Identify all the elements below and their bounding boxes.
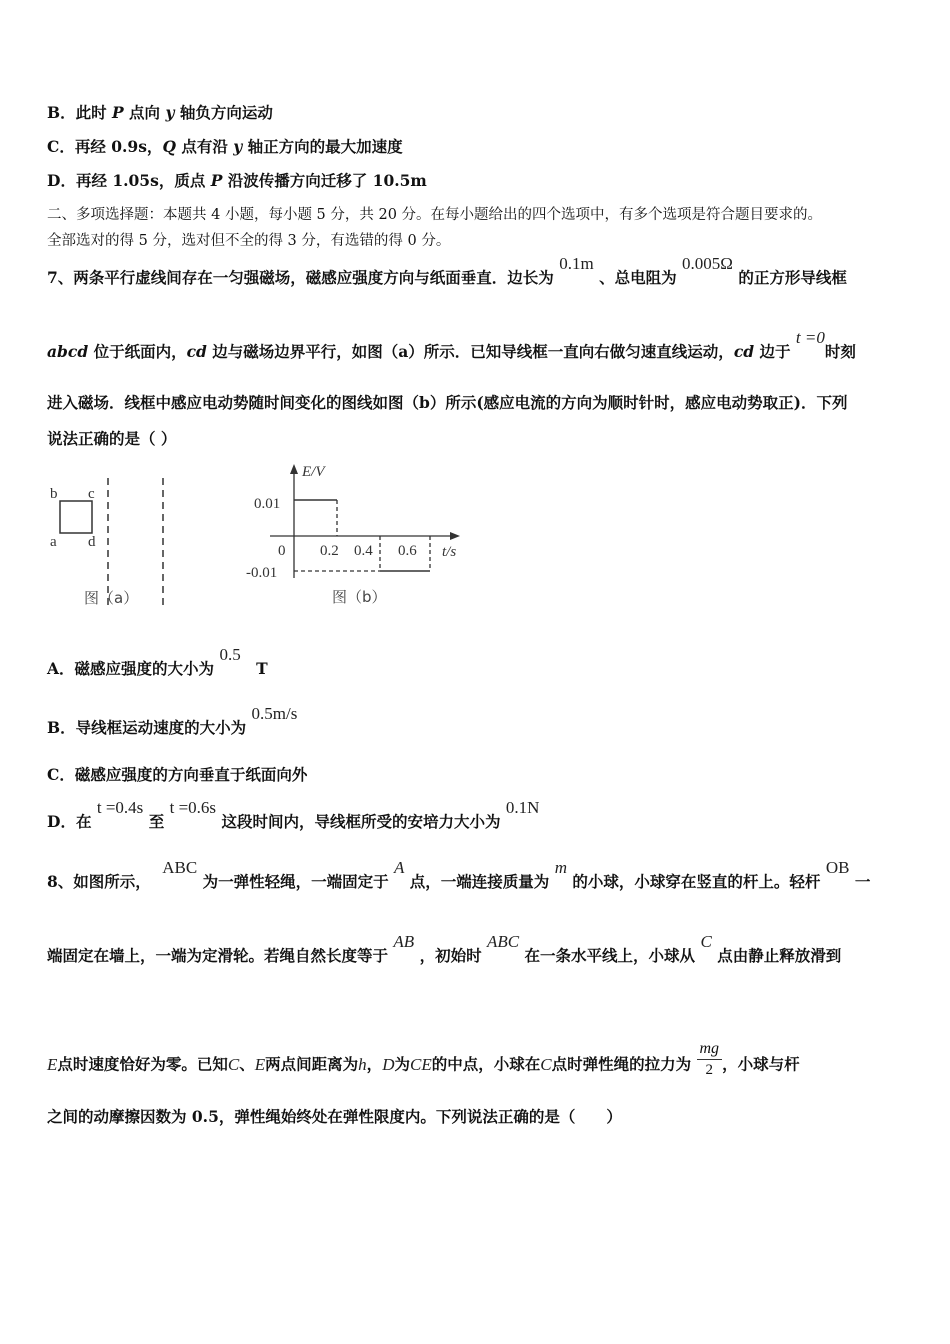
xtick-02: 0.2	[320, 543, 339, 559]
label-b: b	[50, 486, 58, 502]
option-d-prev	[47, 171, 427, 191]
option-b-prev	[47, 103, 273, 123]
text: 位于纸面内，	[88, 342, 187, 361]
text: 轴负方向运动	[174, 103, 273, 122]
option-c-prev	[47, 137, 403, 157]
text: 点有沿	[175, 137, 234, 156]
text: ，初始时	[419, 946, 482, 965]
math-force: 0.1N	[505, 798, 540, 817]
text: 的小球，小球穿在竖直的杆上。轻杆	[572, 872, 821, 891]
text: 为	[394, 1054, 410, 1074]
text: C．再经 0.9s，	[47, 137, 163, 156]
math-h: h	[358, 1054, 367, 1074]
text: 、总电阻为	[599, 268, 677, 287]
q8-line2	[47, 932, 842, 966]
text: 在一条水平线上，小球从	[524, 946, 696, 965]
text: 点由静止释放滑到	[717, 946, 842, 965]
math-side-length: 0.1m	[559, 254, 594, 273]
section-heading-line2: 全部选对的得 5 分，选对但不全的得 3 分，有选错的得 0 分。	[47, 233, 451, 249]
var-p: P	[210, 171, 223, 190]
text: D．在	[47, 812, 92, 831]
text: B．此时	[47, 103, 112, 122]
q7-option-b	[47, 704, 298, 738]
math-ce: CE	[409, 1054, 432, 1074]
text: 边于	[754, 342, 791, 361]
label-a: a	[50, 534, 57, 550]
text: 两点间距离为	[265, 1054, 359, 1074]
q8-line4: 之间的动摩擦因数为 0.5，弹性绳始终处在弹性限度内。下列说法正确的是（ ）	[47, 1107, 622, 1126]
math-c: C	[540, 1054, 552, 1074]
text: 时刻	[824, 342, 856, 361]
math-m: m	[554, 858, 567, 877]
text: ，小球与杆	[722, 1054, 800, 1074]
ytick-neg: -0.01	[246, 565, 278, 581]
text: 的中点，小球在	[431, 1054, 541, 1074]
fraction-numerator: mg	[697, 1039, 723, 1060]
math-resistance: 0.005Ω	[682, 254, 733, 273]
wire-frame	[60, 501, 92, 533]
section-heading-line1: 二、多项选择题：本题共 4 小题，每小题 5 分，共 20 分。在每小题给出的四个选项中，有多个选项是符合题目要求的。	[47, 207, 823, 223]
math-d: D	[382, 1054, 395, 1074]
xtick-0: 0	[278, 543, 286, 559]
xtick-06: 0.6	[398, 543, 417, 559]
text: 、	[239, 1054, 255, 1074]
math-velocity: 0.5m/s	[251, 704, 298, 723]
var-y: y	[233, 137, 243, 156]
q7-line1	[47, 254, 847, 288]
figure-a	[40, 468, 190, 618]
fraction-denominator: 2	[705, 1062, 714, 1078]
y-label: E/V	[302, 464, 325, 480]
text: D．再经 1.05s，质点	[47, 171, 211, 190]
math-abc: ABC	[162, 858, 198, 877]
x-arrow-icon	[450, 532, 460, 540]
math-e: E	[254, 1054, 266, 1074]
q7-option-c: C．磁感应强度的方向垂直于纸面向外	[47, 765, 308, 784]
var-abcd: abcd	[47, 342, 89, 361]
x-label: t/s	[442, 544, 457, 560]
q7-option-a	[47, 645, 268, 679]
text: 点，一端连接质量为	[409, 872, 550, 891]
q7-option-d	[47, 798, 540, 832]
math-t06: t =0.6s	[169, 798, 217, 817]
text: 的正方形导线框	[738, 268, 847, 287]
text: ，	[366, 1054, 383, 1074]
caption-a: 图（a）	[84, 589, 139, 607]
math-ob: OB	[825, 858, 850, 877]
math-fraction	[697, 1039, 723, 1080]
text: 端固定在墙上，一端为定滑轮。若绳自然长度等于	[47, 946, 389, 965]
math-t0: t =0	[795, 328, 825, 347]
xtick-04: 0.4	[354, 543, 373, 559]
text: 为一弹性轻绳，一端固定于	[202, 872, 389, 891]
var-cd: cd	[733, 342, 755, 361]
math-c: C	[227, 1054, 240, 1074]
var-p: P	[112, 103, 124, 122]
unit-tesla: T	[256, 659, 268, 678]
ytick-pos: 0.01	[254, 496, 281, 512]
text: 点时弹性绳的拉力为	[551, 1054, 692, 1074]
text: 轴正方向的最大加速度	[242, 137, 403, 156]
var-y: y	[165, 103, 175, 122]
text: 至	[148, 812, 165, 831]
text: 这段时间内，导线框所受的安培力大小为	[221, 812, 501, 831]
text: 边与磁场边界平行，如图（a）所示．已知导线框一直向右做匀速直线运动，	[206, 342, 734, 361]
text: 点向	[123, 103, 166, 122]
label-c: c	[88, 486, 95, 502]
text: 点时速度恰好为零。已知	[57, 1054, 228, 1074]
math-e: E	[47, 1054, 58, 1074]
math-b-value: 0.5	[219, 645, 241, 664]
figure-b	[240, 460, 480, 620]
text: 沿波传播方向迁移了 10.5m	[222, 171, 427, 190]
text: 8、如图所示，	[47, 872, 151, 891]
q7-line4: 说法正确的是（ ）	[47, 429, 177, 448]
q7-line3: 进入磁场．线框中感应电动势随时间变化的图线如图（b）所示(感应电流的方向为顺时针时，感应电动势取正)．下列	[47, 393, 848, 412]
text: 一	[854, 872, 871, 891]
y-arrow-icon	[290, 464, 298, 474]
math-c: C	[700, 932, 712, 951]
math-a: A	[394, 858, 405, 877]
caption-b: 图（b）	[332, 588, 387, 606]
q8-line3	[47, 1040, 800, 1086]
var-cd: cd	[186, 342, 207, 361]
text: 7、两条平行虚线间存在一匀强磁场，磁感应强度方向与纸面垂直．边长为	[47, 268, 554, 287]
var-q: Q	[162, 137, 176, 156]
text: A．磁感应强度的大小为	[47, 659, 215, 678]
q8-line1	[47, 858, 871, 892]
text: B．导线框运动速度的大小为	[47, 718, 247, 737]
math-abc: ABC	[487, 932, 520, 951]
q7-line2	[47, 328, 856, 362]
math-ab: AB	[393, 932, 415, 951]
label-d: d	[88, 534, 96, 550]
math-t04: t =0.4s	[96, 798, 144, 817]
